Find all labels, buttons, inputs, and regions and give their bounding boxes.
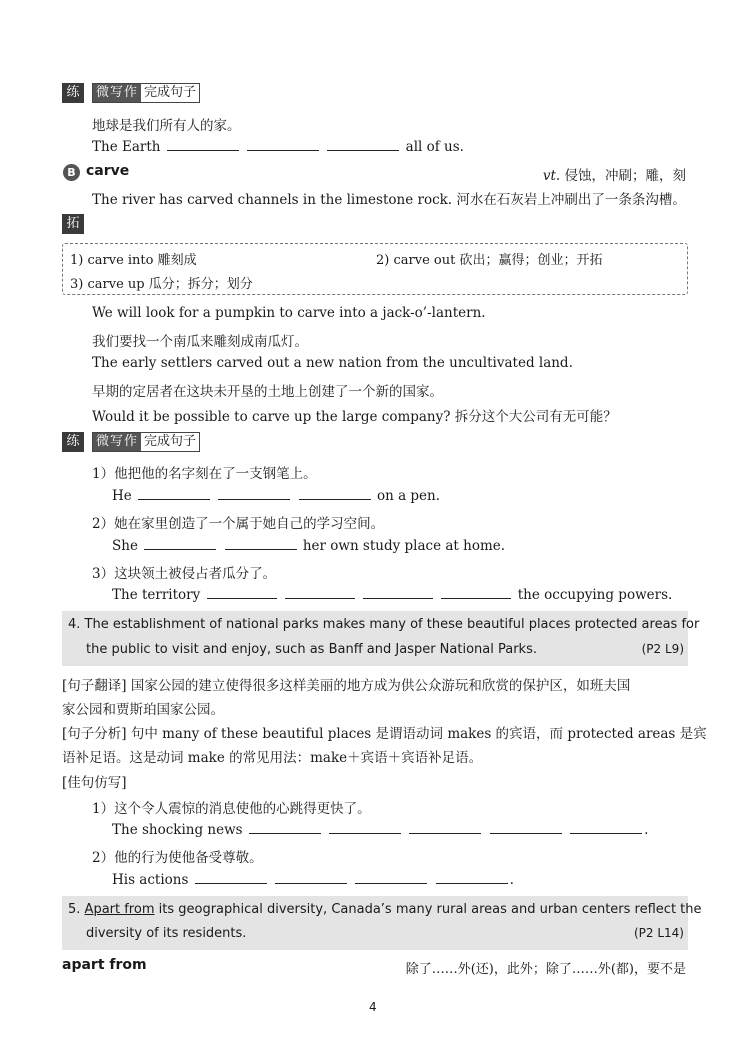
sentence-end: all of us. <box>405 139 464 155</box>
sentence-number: 5. <box>68 902 81 917</box>
carve-example: The river has carved channels in the limestone rock. 河水在石灰岩上冲刷出了一条条沟槽。 <box>92 192 686 208</box>
blank[interactable] <box>218 487 290 500</box>
practice2-q1-en <box>112 487 440 504</box>
sentence-end: her own study place at home. <box>302 538 506 554</box>
blank[interactable] <box>299 487 371 500</box>
imitation-q2-cn: 2）他的行为使他备受尊敬。 <box>92 850 263 866</box>
part-of-speech: vt <box>542 168 556 184</box>
practice-tag: 练 <box>62 432 84 452</box>
analysis-text-cont: 语补足语。这是动词 make 的常见用法：make＋宾语＋宾语补足语。 <box>62 750 483 766</box>
practice2-q3-en <box>112 586 672 603</box>
example-line: Would it be possible to carve up the large company? 拆分这个大公司有无可能？ <box>92 409 617 425</box>
imitation-q1-cn: 1）这个令人震惊的消息使他的心跳得更快了。 <box>92 801 371 817</box>
example-line: The early settlers carved out a new nation from the uncultivated land. <box>92 355 573 371</box>
sentence-end: on a pen. <box>376 488 441 504</box>
sentence5-line2: diversity of its residents. <box>86 926 247 941</box>
blank[interactable] <box>355 871 427 884</box>
sentence5-line1 <box>68 902 702 917</box>
blank[interactable] <box>570 821 642 834</box>
sentence4-reference: (P2 L9) <box>641 642 684 656</box>
blank[interactable] <box>247 138 319 151</box>
sentence4-line2: the public to visit and enjoy, such as Banff and Jasper National Parks. <box>86 642 537 657</box>
blank[interactable] <box>436 871 508 884</box>
extension-item: 3) carve up 瓜分；拆分；划分 <box>70 277 253 292</box>
analysis-row <box>62 722 707 742</box>
sentence-start: His actions <box>112 872 189 888</box>
blank[interactable] <box>441 586 511 599</box>
blank[interactable] <box>167 138 239 151</box>
practice2-q2-cn: 2）她在家里创造了一个属于她自己的学习空间。 <box>92 516 385 532</box>
imitation-q2-en: His actions . <box>112 872 514 888</box>
translation-text: 国家公园的建立使得很多这样美丽的地方成为供公众游玩和欣赏的保护区，如班夫国 <box>130 678 631 694</box>
example-line: 我们要找一个南瓜来雕刻成南瓜灯。 <box>92 334 308 350</box>
translation-row <box>62 674 630 694</box>
sentence-text: its geographical diversity, Canada’s many rural areas and urban centers reflect the <box>158 902 702 917</box>
sentence-end: the occupying powers. <box>517 587 673 603</box>
complete-sentence-tag: 完成句子 <box>144 85 197 100</box>
sentence-start: The territory <box>112 587 201 603</box>
blank[interactable] <box>363 586 433 599</box>
translation-text-cont: 家公园和贾斯珀国家公园。 <box>62 702 224 718</box>
extension-tag: 拓 <box>62 214 84 234</box>
blank[interactable] <box>327 138 399 151</box>
sentence-start: The shocking news <box>112 822 243 838</box>
sentence-start: The Earth <box>92 139 161 155</box>
complete-sentence-tag: 完成句子 <box>144 434 197 449</box>
example-line: We will look for a pumpkin to carve into a jack-o’-lantern. <box>92 305 486 321</box>
imitation-label: [佳句仿写] <box>62 775 127 791</box>
sentence-start: He <box>112 488 132 504</box>
micro-writing-tag: 微写作 <box>93 84 141 102</box>
apart-from-meaning: 除了……外(还)，此外；除了……外(都)，要不是 <box>405 962 686 977</box>
key-phrase: Apart from <box>84 902 155 917</box>
imitation-q1-en: The shocking news . <box>112 822 649 838</box>
headword-carve: carve <box>86 163 130 179</box>
blank[interactable] <box>138 487 210 500</box>
headword-apart-from: apart from <box>62 957 147 973</box>
practice1-cn: 地球是我们所有人的家。 <box>92 118 241 134</box>
practice2-q2-en <box>112 537 505 554</box>
extension-item: 2) carve out 砍出；赢得；创业；开拓 <box>376 253 603 268</box>
blank[interactable] <box>490 821 562 834</box>
sentence5-reference: (P2 L14) <box>633 926 684 940</box>
micro-writing-label <box>92 83 200 103</box>
sentence4-line1: 4. The establishment of national parks makes many of these beautiful places protected areas for <box>68 617 700 632</box>
translation-label: [句子翻译] <box>62 678 127 694</box>
blank[interactable] <box>225 537 297 550</box>
blank[interactable] <box>275 871 347 884</box>
blank[interactable] <box>249 821 321 834</box>
extension-item: 1) carve into 雕刻成 <box>70 253 197 268</box>
practice2-q3-cn: 3）这块领土被侵占者瓜分了。 <box>92 566 277 582</box>
page-number: 4 <box>369 1000 377 1014</box>
analysis-text: 句中 many of these beautiful places 是谓语动词 makes 的宾语，而 protected areas 是宾 <box>130 726 707 742</box>
meaning: . 侵蚀，冲刷；雕，刻 <box>555 168 686 184</box>
blank[interactable] <box>207 586 277 599</box>
carve-definition <box>543 164 686 184</box>
micro-writing-label <box>92 432 200 452</box>
section-b-badge: B <box>63 164 80 181</box>
sentence-start: She <box>112 538 138 554</box>
practice2-q1-cn: 1）他把他的名字刻在了一支钢笔上。 <box>92 466 317 482</box>
example-line: 早期的定居者在这块未开垦的土地上创建了一个新的国家。 <box>92 384 443 400</box>
blank[interactable] <box>285 586 355 599</box>
blank[interactable] <box>409 821 481 834</box>
blank[interactable] <box>329 821 401 834</box>
blank[interactable] <box>144 537 216 550</box>
analysis-label: [句子分析] <box>62 726 127 742</box>
micro-writing-tag: 微写作 <box>93 433 141 451</box>
blank[interactable] <box>195 871 267 884</box>
practice1-en <box>92 138 464 155</box>
practice-tag: 练 <box>62 83 84 103</box>
